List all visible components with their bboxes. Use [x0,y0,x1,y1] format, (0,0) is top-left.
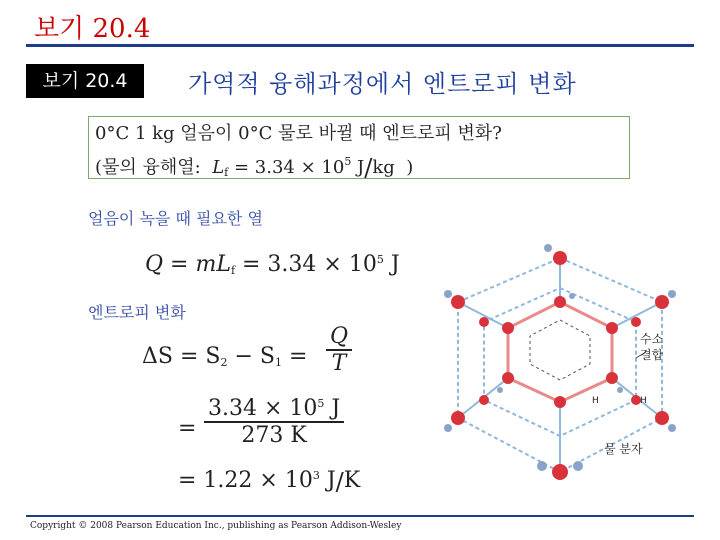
section-entropy-heading: 엔트로피 변화 [88,303,186,322]
hydrogen-atom [497,387,503,393]
numerator-exponent: 5 [317,397,325,410]
fraction-numerator-q: Q [330,324,349,349]
heat-eq-rhs: = 3.34 × 10 [235,252,377,277]
oxygen-atom [451,295,465,309]
latent-heat-unit-num: J [357,157,365,178]
oxygen-atom [655,295,669,309]
hydrogen-label-left: H [592,396,599,406]
oxygen-atom [554,396,566,408]
entropy-result [178,468,360,496]
entropy-equals: = [281,344,308,369]
slide-heading: 가역적 융해과정에서 엔트로피 변화 [188,70,577,98]
oxygen-atom [606,322,618,334]
value-fraction-denominator: 273 K [241,423,307,448]
hydrogen-label-right: H [640,396,647,406]
numerator-unit: J [324,396,341,421]
problem-prefix: (물의 융해열: [95,157,201,178]
problem-line-2 [95,148,623,182]
hydrogen-atom [569,293,575,299]
entropy-minus: − S [227,344,275,369]
fraction-denominator-t: T [331,351,347,376]
latent-heat-exponent: 5 [344,155,352,168]
s2-subscript: 2 [220,356,228,369]
latent-heat-value: 3.34 × 10 [254,157,345,178]
result-exponent: 3 [312,469,320,482]
heat-eq-exponent: 5 [376,253,384,266]
hydrogen-atom [573,461,583,471]
water-molecule-label: 물 분자 [604,442,643,456]
problem-equals: = [233,157,250,178]
problem-close-paren: ) [406,157,414,178]
hydrogen-bond-label-2: 결합 [640,348,664,362]
hydrogen-atom [668,290,676,298]
q-over-t-fraction [326,324,352,376]
value-fraction-numerator [204,396,344,421]
oxygen-atom [479,395,489,405]
example-tag: 보기 20.4 [26,64,144,98]
inner-hexagon [508,302,612,402]
problem-line-1: 0°C 1 kg 얼음이 0°C 물로 바뀔 때 엔트로피 변화? [95,123,502,144]
bottom-divider [26,515,694,517]
result-unit-den: K [343,468,361,493]
section-heat-heading: 얼음이 녹을 때 필요한 열 [88,209,263,228]
oxygen-atom [451,411,465,425]
latent-heat-unit-den: kg [372,157,395,178]
result-value: = 1.22 × 10 [178,468,313,493]
hydrogen-atom [668,424,676,432]
entropy-equation-line-1 [142,344,307,369]
oxygen-atom [655,411,669,425]
entropy-equals-2: = [178,416,197,441]
hydrogen-atom [444,424,452,432]
entropy-lhs: ΔS = S [142,344,221,369]
result-unit-slash: / [335,468,344,496]
unit-slash: / [364,154,373,182]
heat-eq-subscript: f [230,264,236,277]
s1-subscript: 1 [274,356,282,369]
innermost-hexagon [530,320,590,380]
latent-heat-symbol: L [212,157,225,178]
hydrogen-bond-label-1: 수소 [640,332,664,346]
slide-title: 보기 20.4 [34,14,151,44]
top-divider [26,44,694,47]
hydrogen-atom [444,290,452,298]
result-unit-num: J [326,468,336,493]
ice-crystal-diagram [440,240,680,500]
hydrogen-atom [537,461,547,471]
heat-equation [145,252,400,277]
heat-eq-unit: J [383,252,400,277]
heat-eq-lhs: Q = mL [145,252,231,277]
oxygen-atom [502,322,514,334]
copyright-footer: Copyright © 2008 Pearson Education Inc., publishing as Pearson Addison-Wesley [30,521,402,531]
oxygen-atom [552,464,568,480]
numerator-value: 3.34 × 10 [208,396,318,421]
problem-box [88,116,630,182]
oxygen-atom [479,317,489,327]
oxygen-atom [606,372,618,384]
oxygen-atom [553,251,567,265]
value-fraction [204,396,344,448]
hydrogen-atom [617,387,623,393]
oxygen-atom [502,372,514,384]
latent-heat-subscript: f [224,166,229,179]
oxygen-atom [554,296,566,308]
oxygen-atom [631,317,641,327]
hydrogen-atom [544,244,552,252]
